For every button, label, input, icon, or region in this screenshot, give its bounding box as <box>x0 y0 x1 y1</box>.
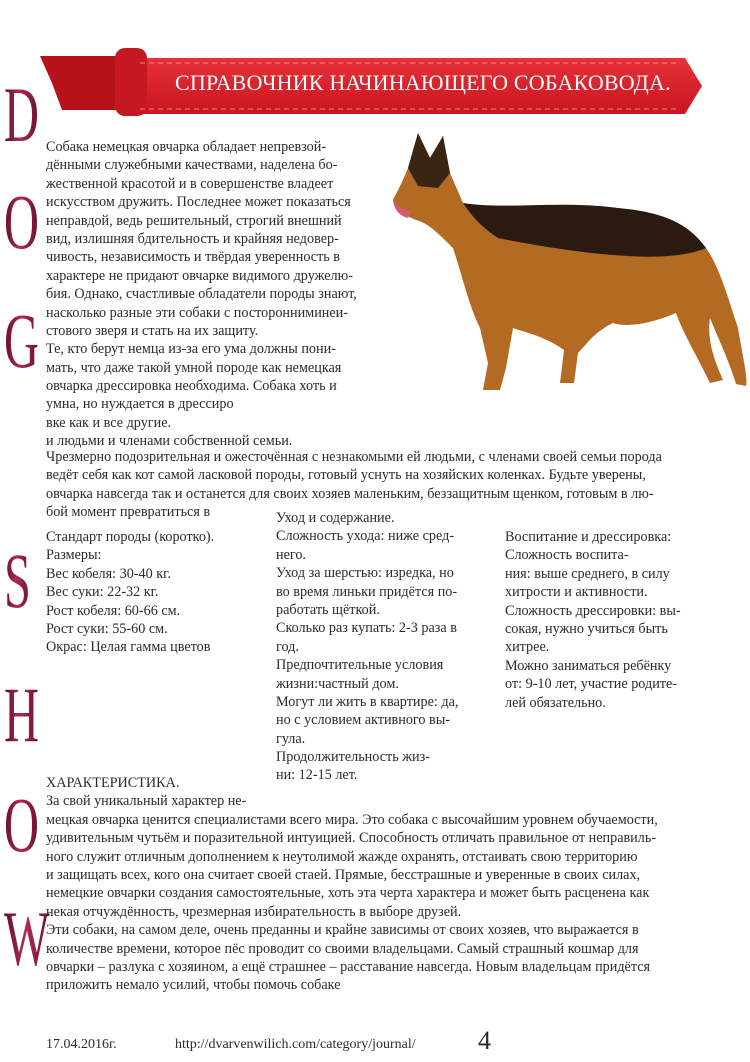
text-line: ни: 12-15 лет. <box>276 767 358 784</box>
intro-text <box>46 138 357 451</box>
text-line: Сложность воспита- <box>505 547 629 564</box>
text-line: дёнными служебными качествами, наделена бо- <box>46 157 338 174</box>
side-letter-g: G <box>4 297 39 384</box>
text-line: насколько разные эти собаки с посторонниминеи- <box>46 304 348 321</box>
text-line: Уход и содержание. <box>276 510 395 526</box>
training-section <box>505 528 681 712</box>
text-line: бия. Однако, счастливые обладатели породы знают, <box>46 286 357 303</box>
text-line: мецкая овчарка ценится специалистами всего мира. Это собака с высочайшим уровнем обучаемости, <box>46 811 658 828</box>
text-line: Продолжительность жиз- <box>276 749 430 766</box>
text-line: Рост суки: 55-60 см. <box>46 620 168 637</box>
care-section <box>276 509 458 785</box>
text-line: Могут ли жить в квартире: да, <box>276 693 459 710</box>
text-line: умна, но нуждается в дрессиро <box>46 396 234 413</box>
text-line: Вес суки: 22-32 кг. <box>46 584 159 601</box>
text-line: немецкие овчарки создания самостоятельные, хоть эта черта характера и может быть расценена как <box>46 885 650 902</box>
text-line: работать щёткой. <box>276 601 380 618</box>
side-letter-w: W <box>4 895 50 982</box>
breed-standard <box>46 528 214 657</box>
text-line: Сколько раз купать: 2-3 раза в <box>276 620 457 637</box>
text-line: вке как и все другие. <box>46 414 172 431</box>
text-line: от: 9-10 лет, участие родите- <box>505 676 678 693</box>
side-letter-d: D <box>4 71 39 158</box>
side-letter-h: H <box>4 671 39 758</box>
text-line: Те, кто берут немца из-за его ума должны пони- <box>46 341 336 358</box>
text-line: ного служит отличным дополнением к неутолимой жажде охранять, отстаивать свою территорию <box>46 848 638 865</box>
text-line: неправдой, ведь решительный, строгий внешний <box>46 212 342 229</box>
text-line: Чрезмерно подозрительная и ожесточённая с незнакомыми ей людьми, с членами своей семьи порода <box>46 449 662 465</box>
page-number: 4 <box>478 1026 491 1055</box>
text-line: Окрас: Целая гамма цветов <box>46 639 211 656</box>
side-letter-o: O <box>4 178 39 265</box>
text-line: бой момент превратиться в <box>46 504 211 521</box>
text-line: Собака немецкая овчарка обладает непревзой- <box>46 139 327 155</box>
text-line: жизни:частный дом. <box>276 675 399 692</box>
text-line: вид, излишняя бдительность и крайняя недовер- <box>46 230 339 247</box>
text-line: лей обязательно. <box>505 694 606 711</box>
text-line: но с условием активного вы- <box>276 712 450 729</box>
text-line: овчарка навсегда так и останется для своих хозяев маленьким, беззащитным щенком, готовым в лю- <box>46 485 654 502</box>
text-line: год. <box>276 638 299 655</box>
text-line: удивительным чутьём и поразительной интуицией. Способность отличать правильное от неправиль- <box>46 830 657 847</box>
text-line: стового зверя и стать на их защиту. <box>46 322 259 339</box>
text-line: сокая, нужно учиться быть <box>505 620 668 637</box>
footer-date: 17.04.2016г. <box>46 1037 117 1052</box>
page-title: СПРАВОЧНИК НАЧИНАЮЩЕГО СОБАКОВОДА. <box>175 70 671 95</box>
text-line: и защищать всех, кого она считает своей стаей. Прямые, бесстрашные и уверенные в своих силах, <box>46 866 641 883</box>
text-line: За свой уникальный характер не- <box>46 793 247 810</box>
german-shepherd-image <box>388 128 750 403</box>
text-line: Можно заниматься ребёнку <box>505 657 672 674</box>
text-line: искусством дружить. Последнее может показаться <box>46 194 351 211</box>
text-line: овчарка дрессировка необходима. Собака хоть и <box>46 378 337 395</box>
text-line: некая отчуждённость, чрезмерная избирательность в выборе друзей. <box>46 903 462 920</box>
text-line: жественной красотой и в совершенстве владеет <box>46 175 334 192</box>
text-line: Предпочтительные условия <box>276 657 444 674</box>
text-line: характере не придают овчарке видимого дружелю- <box>46 267 353 284</box>
text-line: мать, что даже такой умной породе как немецкая <box>46 359 342 376</box>
text-line: Воспитание и дрессировка: <box>505 529 672 545</box>
text-line: гула. <box>276 730 306 747</box>
text-line: Вес кобеля: 30-40 кг. <box>46 565 171 582</box>
text-line: хитрости и активности. <box>505 584 648 601</box>
text-line: Сложность ухода: ниже сред- <box>276 528 455 545</box>
text-line: Эти собаки, на самом деле, очень преданны и крайне зависимы от своих хозяев, что выражается в <box>46 922 639 939</box>
text-line: ведёт себя как кот самой ласковой породы, готовый уснуть на хозяйских коленках. Будьте уверены, <box>46 467 646 484</box>
character-section <box>46 774 658 995</box>
text-line: хитрее. <box>505 639 550 656</box>
side-letter-o2: O <box>4 781 39 868</box>
footer-url[interactable]: http://dvarvenwilich.com/category/journal/ <box>175 1037 416 1052</box>
text-line: него. <box>276 546 306 563</box>
side-letter-s: S <box>4 537 31 624</box>
text-line: Уход за шерстью: изредка, но <box>276 565 454 582</box>
text-line: ния: выше среднего, в силу <box>505 565 670 582</box>
text-line: приложить немало усилий, чтобы помочь собаке <box>46 977 341 994</box>
text-line: Рост кобеля: 60-66 см. <box>46 602 181 619</box>
text-line: овчарки – разлука с хозяином, а ещё страшнее – расставание навсегда. Новым владельцам придётся <box>46 958 651 975</box>
text-line: и людьми и членами собственной семьи. <box>46 433 293 450</box>
text-line: во время линьки придётся по- <box>276 583 458 600</box>
text-line: Сложность дрессировки: вы- <box>505 602 681 619</box>
text-line: Стандарт породы (коротко). <box>46 529 215 545</box>
text-line: чивость, независимость и твёрдая уверенность в <box>46 249 340 266</box>
text-line: количестве времени, которое пёс проводит со своими владельцами. Самый страшный кошмар для <box>46 940 639 957</box>
text-line: ХАРАКТЕРИСТИКА. <box>46 775 180 791</box>
text-line: Размеры: <box>46 547 102 564</box>
